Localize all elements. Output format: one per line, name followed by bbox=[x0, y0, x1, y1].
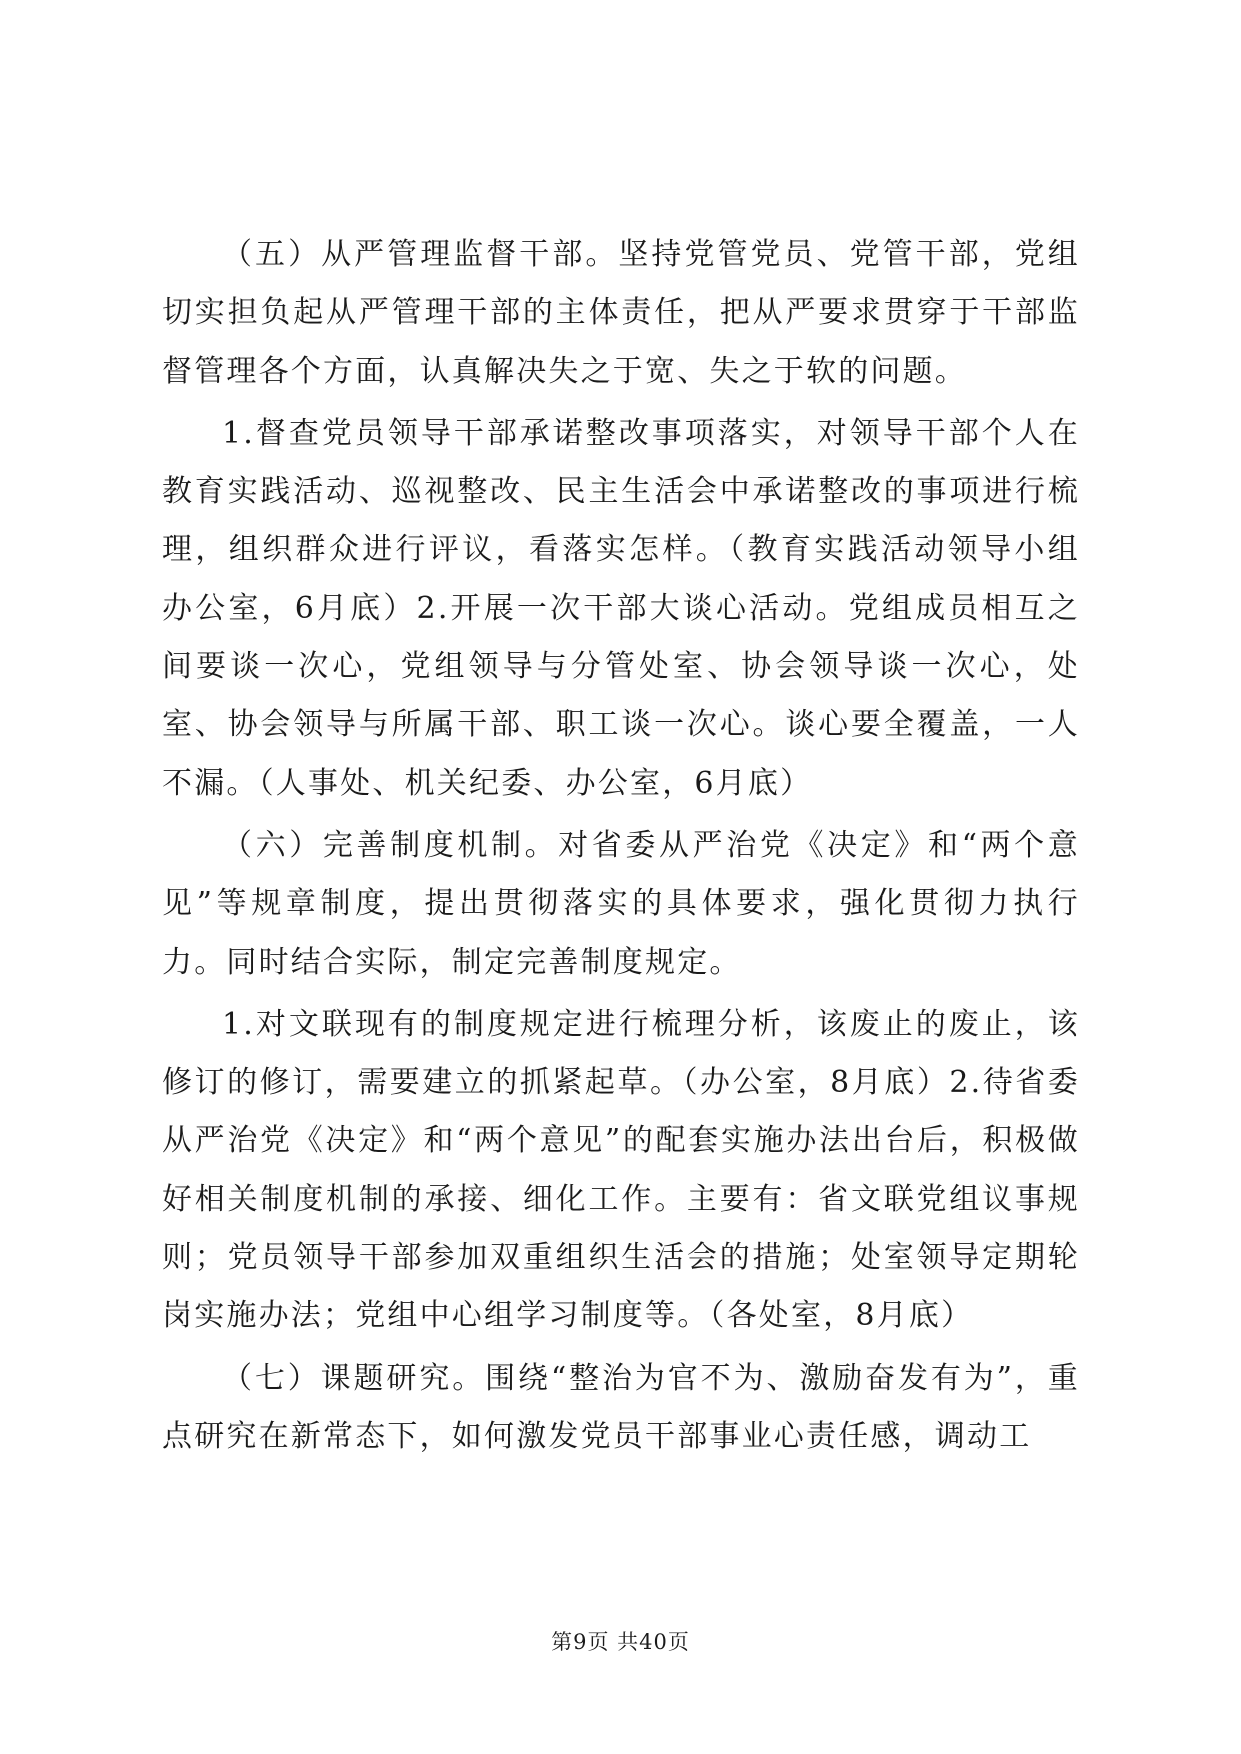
section-6-items-paragraph: 1.对文联现有的制度规定进行梳理分析，该废止的废止，该修订的修订，需要建立的抓紧起草。（办公室，8月底）2.待省委从严治党《决定》和“两个意见”的配套实施办法出台后，积极做好相关制度机制的承接、细化工作。主要有：省文联党组议事规则；党员领导干部参加双重组织生活会的措施；处室领导定期轮岗实施办法；党组中心组学习制度等。（各处室，8月底） bbox=[162, 1006, 1080, 1334]
section-6-paragraph: （六）完善制度机制。对省委从严治党《决定》和“两个意见”等规章制度，提出贯彻落实的具体要求，强化贯彻力执行力。同时结合实际，制定完善制度规定。 bbox=[162, 827, 1080, 980]
section-5-items-paragraph: 1.督查党员领导干部承诺整改事项落实，对领导干部个人在教育实践活动、巡视整改、民主生活会中承诺整改的事项进行梳理，组织群众进行评议，看落实怎样。（教育实践活动领导小组办公室，6月底）2.开展一次干部大谈心活动。党组成员相互之间要谈一次心，党组领导与分管处室、协会领导谈一次心，处室、协会领导与所属干部、职工谈一次心。谈心要全覆盖，一人不漏。（人事处、机关纪委、办公室，6月底） bbox=[162, 415, 1080, 801]
page-number-footer: 第9页 共40页 bbox=[551, 1630, 690, 1654]
document-body bbox=[162, 226, 1080, 1466]
section-5-paragraph: （五）从严管理监督干部。坚持党管党员、党管干部，党组切实担负起从严管理干部的主体责任，把从严要求贯穿于干部监督管理各个方面，认真解决失之于宽、失之于软的问题。 bbox=[162, 237, 1080, 389]
section-7-paragraph: （七）课题研究。围绕“整治为官不为、激励奋发有为”，重点研究在新常态下，如何激发党员干部事业心责任感，调动工 bbox=[162, 1360, 1080, 1454]
